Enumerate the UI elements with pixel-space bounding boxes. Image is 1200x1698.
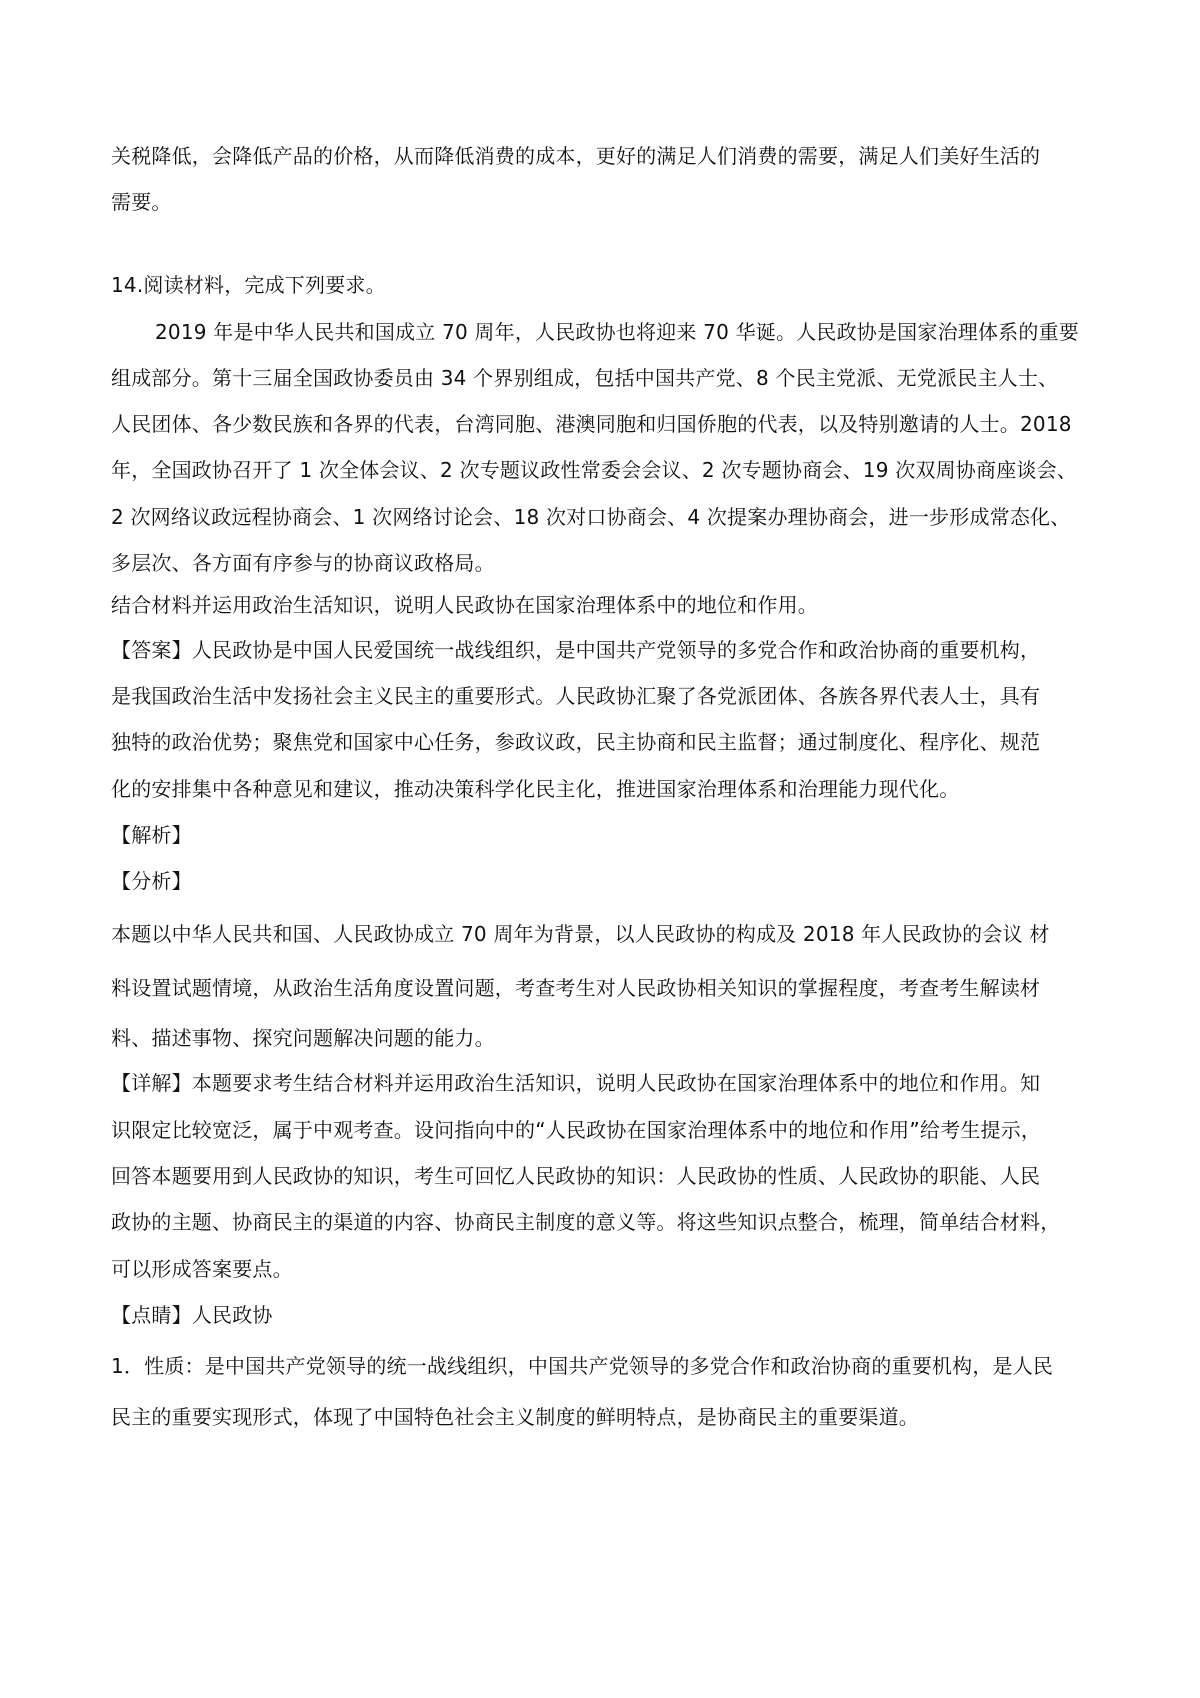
material-paragraph: 2 次网络议政远程协商会、1 次网络讨论会、18 次对口协商会、4 次提案办理协商会，进一步形成常态化、 [111, 505, 1071, 529]
answer-paragraph: 【答案】人民政协是中国人民爱国统一战线组织，是中国共产党领导的多党合作和政治协商的重要机构， [111, 638, 1041, 662]
detail-paragraph: 【详解】本题要求考生结合材料并运用政治生活知识，说明人民政协在国家治理体系中的地位和作用。知 [111, 1071, 1041, 1095]
answer-paragraph: 是我国政治生活中发扬社会主义民主的重要形式。人民政协汇聚了各党派团体、各族各界代表人士，具有 [111, 684, 1041, 708]
tip-paragraph: 民主的重要实现形式，体现了中国特色社会主义制度的鲜明特点，是协商民主的重要渠道。 [111, 1405, 919, 1429]
analysis-paragraph: 本题以中华人民共和国、人民政协成立 70 周年为背景，以人民政协的构成及 2018 年人民政协的会议 材 [111, 922, 1050, 946]
detail-paragraph: 识限定比较宽泛，属于中观考查。设问指向中的“人民政协在国家治理体系中的地位和作用”给考生提示， [111, 1118, 1042, 1142]
answer-paragraph: 独特的政治优势；聚焦党和国家中心任务，参政议政，民主协商和民主监督；通过制度化、程序化、规范 [111, 730, 1041, 754]
question-prompt: 结合材料并运用政治生活知识，说明人民政协在国家治理体系中的地位和作用。 [111, 593, 818, 617]
answer-paragraph: 化的安排集中各种意见和建议，推动决策科学化民主化，推进国家治理体系和治理能力现代化。 [111, 777, 960, 801]
material-paragraph: 年，全国政协召开了 1 次全体会议、2 次专题议政性常委会会议、2 次专题协商会、19 次双周协商座谈会、 [111, 458, 1078, 482]
analysis-paragraph: 料、描述事物、探究问题解决问题的能力。 [111, 1026, 495, 1050]
text-line: 需要。 [111, 190, 172, 214]
material-paragraph: 组成部分。第十三届全国政协委员由 34 个界别组成，包括中国共产党、8 个民主党派、无党派民主人士、 [111, 366, 1059, 390]
section-label-breakdown: 【分析】 [111, 869, 192, 893]
question-heading: 14.阅读材料，完成下列要求。 [111, 273, 386, 297]
material-paragraph: 人民团体、各少数民族和各界的代表，台湾同胞、港澳同胞和归国侨胞的代表，以及特别邀请的人士。2018 [111, 412, 1072, 436]
material-paragraph: 2019 年是中华人民共和国成立 70 周年，人民政协也将迎来 70 华诞。人民政协是国家治理体系的重要 [155, 320, 1079, 344]
tip-paragraph: 1．性质：是中国共产党领导的统一战线组织，中国共产党领导的多党合作和政治协商的重要机构，是人民 [111, 1354, 1054, 1378]
material-paragraph: 多层次、各方面有序参与的协商议政格局。 [111, 551, 495, 575]
detail-paragraph: 可以形成答案要点。 [111, 1257, 293, 1281]
text-line: 关税降低，会降低产品的价格，从而降低消费的成本，更好的满足人们消费的需要，满足人们美好生活的 [111, 144, 1041, 168]
detail-paragraph: 政协的主题、协商民主的渠道的内容、协商民主制度的意义等。将这些知识点整合，梳理，简单结合材料， [111, 1210, 1061, 1234]
detail-paragraph: 回答本题要用到人民政协的知识，考生可回忆人民政协的知识：人民政协的性质、人民政协的职能、人民 [111, 1164, 1041, 1188]
analysis-paragraph: 料设置试题情境，从政治生活角度设置问题，考查考生对人民政协相关知识的掌握程度，考查考生解读材 [111, 976, 1041, 1000]
section-label-analysis: 【解析】 [111, 823, 192, 847]
tip-heading: 【点睛】人民政协 [111, 1303, 273, 1327]
